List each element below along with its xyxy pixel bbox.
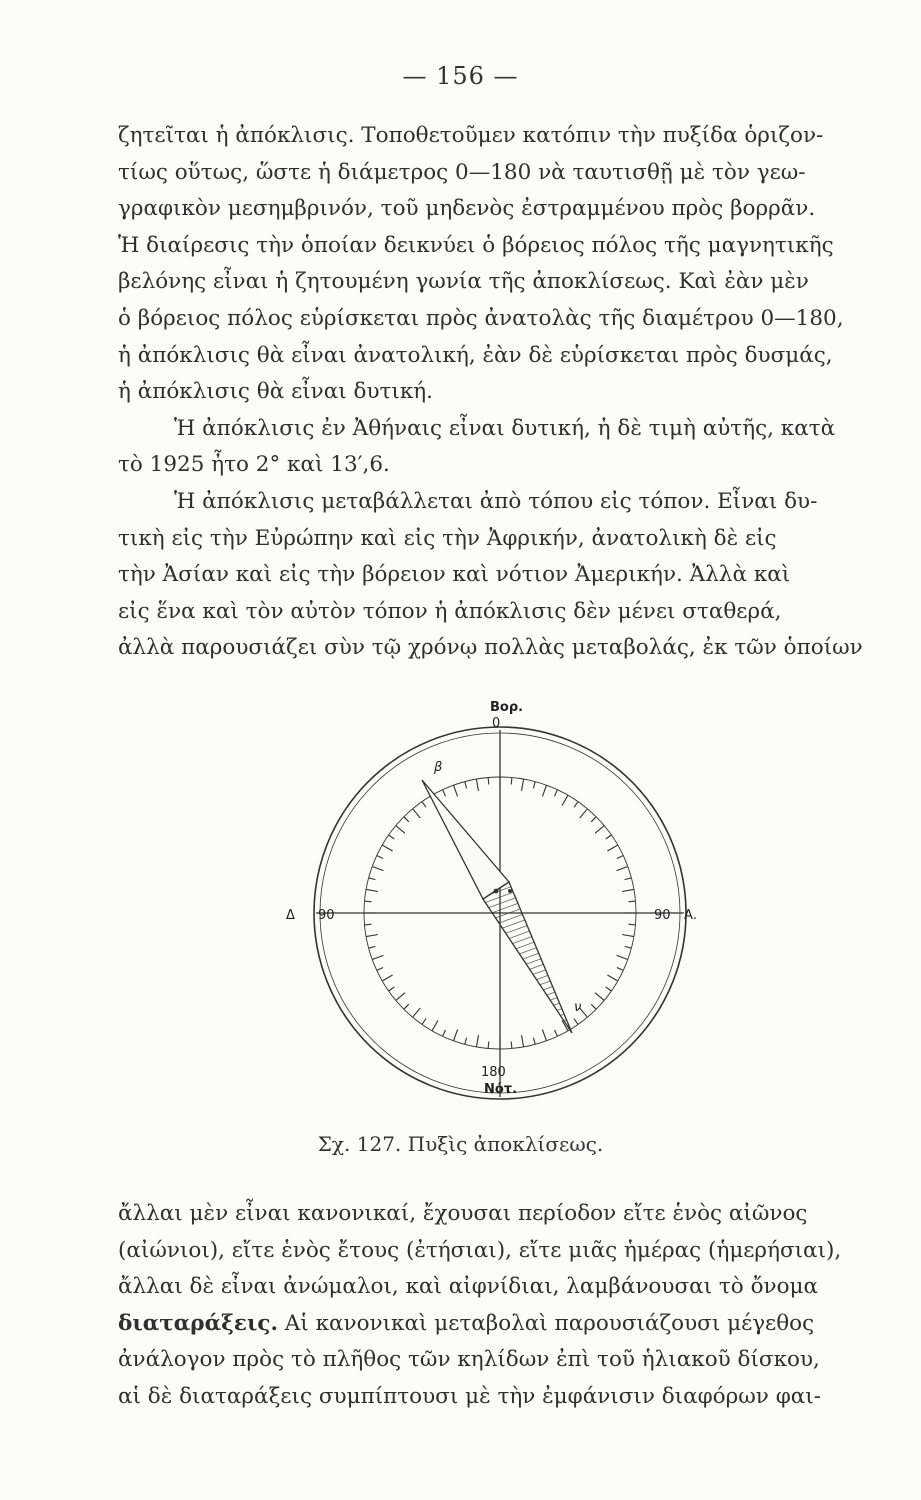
text-line: βελόνης εἶναι ἡ ζητουμένη γωνία τῆς ἀποκλίσεως. Καὶ ἐὰν μὲν bbox=[118, 269, 809, 295]
compass-tick bbox=[591, 1004, 596, 1009]
compass-tick bbox=[369, 878, 376, 880]
compass-tick bbox=[625, 946, 632, 948]
compass-tick bbox=[372, 955, 383, 959]
compass-tick bbox=[413, 809, 421, 818]
needle-label-north: β bbox=[434, 760, 443, 775]
text-line: ἄλλαι δὲ εἶναι ἀνώμαλοι, καὶ αἰφνίδιαι, λαμβάνουσαι τὸ ὄνομα bbox=[118, 1274, 819, 1300]
north-label: Βορ. bbox=[490, 700, 524, 715]
text-fragment: Αἱ κανονικαὶ μεταβολαὶ παρουσιάζουσι μέγεθος bbox=[277, 1310, 815, 1336]
text-line: τικὴ εἰς τὴν Εὐρώπην καὶ εἰς τὴν Ἀφρικήν, ἀνατολικὴ δὲ εἰς bbox=[118, 525, 777, 551]
compass-tick bbox=[622, 889, 634, 891]
south-value: 180 bbox=[481, 1065, 506, 1080]
compass-tick bbox=[606, 987, 612, 991]
compass-tick bbox=[396, 826, 405, 834]
magnetic-needle bbox=[422, 780, 572, 1033]
needle-south-half bbox=[483, 882, 572, 1033]
bottom-paragraphs bbox=[118, 1196, 888, 1416]
compass-tick bbox=[542, 785, 546, 796]
compass-tick bbox=[377, 856, 383, 859]
compass-tick bbox=[366, 935, 378, 937]
compass-tick bbox=[366, 889, 378, 891]
compass-tick bbox=[511, 1042, 512, 1049]
compass-tick bbox=[488, 1042, 489, 1049]
compass-tick bbox=[372, 867, 383, 871]
compass-tick bbox=[625, 878, 632, 880]
compass-tick bbox=[629, 924, 636, 925]
text-line: τίως οὕτως, ὥστε ἡ διάμετρος 0—180 νὰ ταυτισθῇ μὲ τὸν γεω- bbox=[118, 159, 806, 185]
compass-tick bbox=[476, 1035, 478, 1047]
compass-tick bbox=[365, 924, 372, 925]
text-line: τὴν Ἀσίαν καὶ εἰς τὴν βόρειον καὶ νότιον Ἀμερικήν. Ἀλλὰ καὶ bbox=[118, 562, 791, 588]
compass-tick bbox=[522, 1035, 524, 1047]
text-line: αἱ δὲ διαταράξεις συμπίπτουσι μὲ τὴν ἐμφάνισιν διαφόρων φαι- bbox=[118, 1383, 821, 1409]
text-line: τὸ 1925 ἦτο 2° καὶ 13′,6. bbox=[118, 452, 390, 478]
compass-tick bbox=[591, 817, 596, 822]
text-line: ἡ ἀπόκλισις θὰ εἶναι δυτική. bbox=[118, 379, 433, 405]
compass-tick bbox=[454, 785, 458, 796]
text-line: ὁ βόρειος πόλος εὑρίσκεται πρὸς ἀνατολὰς τῆς διαμέτρου 0—180, bbox=[118, 305, 844, 331]
compass-tick bbox=[465, 782, 467, 789]
compass-tick bbox=[522, 779, 524, 791]
compass-tick bbox=[389, 987, 395, 991]
compass-tick bbox=[422, 802, 426, 808]
compass-tick bbox=[443, 790, 446, 796]
compass-tick bbox=[606, 835, 612, 839]
text-line: ἡ ἀπόκλισις θὰ εἶναι ἀνατολική, ἐὰν δὲ εὑρίσκεται πρὸς δυσμάς, bbox=[118, 342, 833, 368]
text-line: Ἡ ἀπόκλισις μεταβάλλεται ἀπὸ τόπου εἰς τόπον. Εἶναι δυ- bbox=[174, 488, 818, 514]
text-line: ἀνάλογον πρὸς τὸ πλῆθος τῶν κηλίδων ἐπὶ τοῦ ἡλιακοῦ δίσκου, bbox=[118, 1347, 820, 1373]
compass-tick bbox=[365, 901, 372, 902]
compass-tick bbox=[617, 856, 623, 859]
compass-tick bbox=[574, 1019, 578, 1025]
east-value: 90 bbox=[654, 908, 671, 923]
needle-pivot bbox=[494, 889, 499, 894]
needle-label-south: ν bbox=[574, 1000, 582, 1015]
text-line: (αἰώνιοι), εἴτε ἑνὸς ἔτους (ἐτήσιαι), εἴτε μιᾶς ἡμέρας (ἡμερήσιαι), bbox=[118, 1237, 842, 1263]
text-line: ζητεῖται ἡ ἀπόκλισις. Τοποθετοῦμεν κατόπιν τὴν πυξίδα ὁριζον- bbox=[118, 123, 824, 148]
compass-tick bbox=[595, 826, 604, 834]
compass-tick bbox=[488, 778, 489, 785]
figure-caption: Σχ. 127. Πυξὶς ἀποκλίσεως. bbox=[317, 1132, 604, 1156]
compass-tick bbox=[404, 817, 409, 822]
compass-tick bbox=[542, 1030, 546, 1041]
compass-tick bbox=[377, 968, 383, 971]
compass-diagram bbox=[286, 695, 720, 1135]
compass-tick bbox=[422, 1019, 426, 1025]
compass-tick bbox=[533, 782, 535, 789]
west-label: Δ bbox=[286, 908, 295, 923]
compass-tick bbox=[617, 867, 628, 871]
south-label: Νότ. bbox=[484, 1082, 518, 1097]
compass-tick bbox=[580, 809, 588, 818]
text-line: ἄλλαι μὲν εἶναι κανονικαί, ἔχουσαι περίοδον εἴτε ἑνὸς αἰῶνος bbox=[118, 1201, 808, 1226]
compass-tick bbox=[595, 993, 604, 1001]
page-number: — 156 — bbox=[402, 62, 519, 90]
compass-tick bbox=[382, 975, 392, 981]
compass-tick bbox=[432, 1020, 438, 1030]
compass-tick bbox=[465, 1038, 467, 1045]
compass-tick bbox=[617, 955, 628, 959]
compass-tick bbox=[622, 935, 634, 937]
west-value: 90 bbox=[318, 908, 335, 923]
compass-tick bbox=[389, 835, 395, 839]
text-line: εἰς ἕνα καὶ τὸν αὐτὸν τόπον ἡ ἀπόκλισις δὲν μένει σταθερά, bbox=[118, 598, 782, 624]
top-paragraphs bbox=[118, 118, 888, 667]
compass-tick bbox=[382, 845, 392, 851]
compass-tick bbox=[413, 1008, 421, 1017]
needle-north-half bbox=[422, 780, 509, 899]
compass-tick bbox=[617, 968, 623, 971]
text-line: γραφικὸν μεσημβρινόν, τοῦ μηδενὸς ἐστραμμένου πρὸς βορρᾶν. bbox=[118, 196, 816, 222]
compass-tick bbox=[607, 975, 617, 981]
compass-tick bbox=[607, 845, 617, 851]
compass-tick bbox=[555, 1030, 558, 1036]
east-label: Α. bbox=[684, 908, 698, 923]
center-point bbox=[508, 889, 512, 893]
compass-tick bbox=[629, 901, 636, 902]
compass-tick bbox=[476, 779, 478, 791]
text-line: ἀλλὰ παρουσιάζει σὺν τῷ χρόνῳ πολλὰς μεταβολάς, ἐκ τῶν ὁποίων bbox=[118, 635, 863, 661]
compass-tick bbox=[574, 802, 578, 808]
compass-tick bbox=[454, 1030, 458, 1041]
text-line: Ἡ ἀπόκλισις ἐν Ἀθήναις εἶναι δυτική, ἡ δὲ τιμὴ αὐτῆς, κατὰ bbox=[174, 415, 836, 441]
text-line bbox=[118, 1306, 888, 1343]
compass-tick bbox=[555, 790, 558, 796]
compass-tick bbox=[562, 795, 568, 805]
compass-figure bbox=[286, 695, 720, 1135]
compass-tick bbox=[369, 946, 376, 948]
compass-tick bbox=[533, 1038, 535, 1045]
compass-tick bbox=[396, 993, 405, 1001]
compass-tick bbox=[404, 1004, 409, 1009]
term-bold: διαταράξεις. bbox=[118, 1310, 278, 1336]
compass-tick bbox=[511, 778, 512, 785]
text-line: Ἡ διαίρεσις τὴν ὁποίαν δεικνύει ὁ βόρειος πόλος τῆς μαγνητικῆς bbox=[118, 232, 834, 258]
north-value: 0 bbox=[492, 716, 501, 731]
compass-tick bbox=[443, 1030, 446, 1036]
